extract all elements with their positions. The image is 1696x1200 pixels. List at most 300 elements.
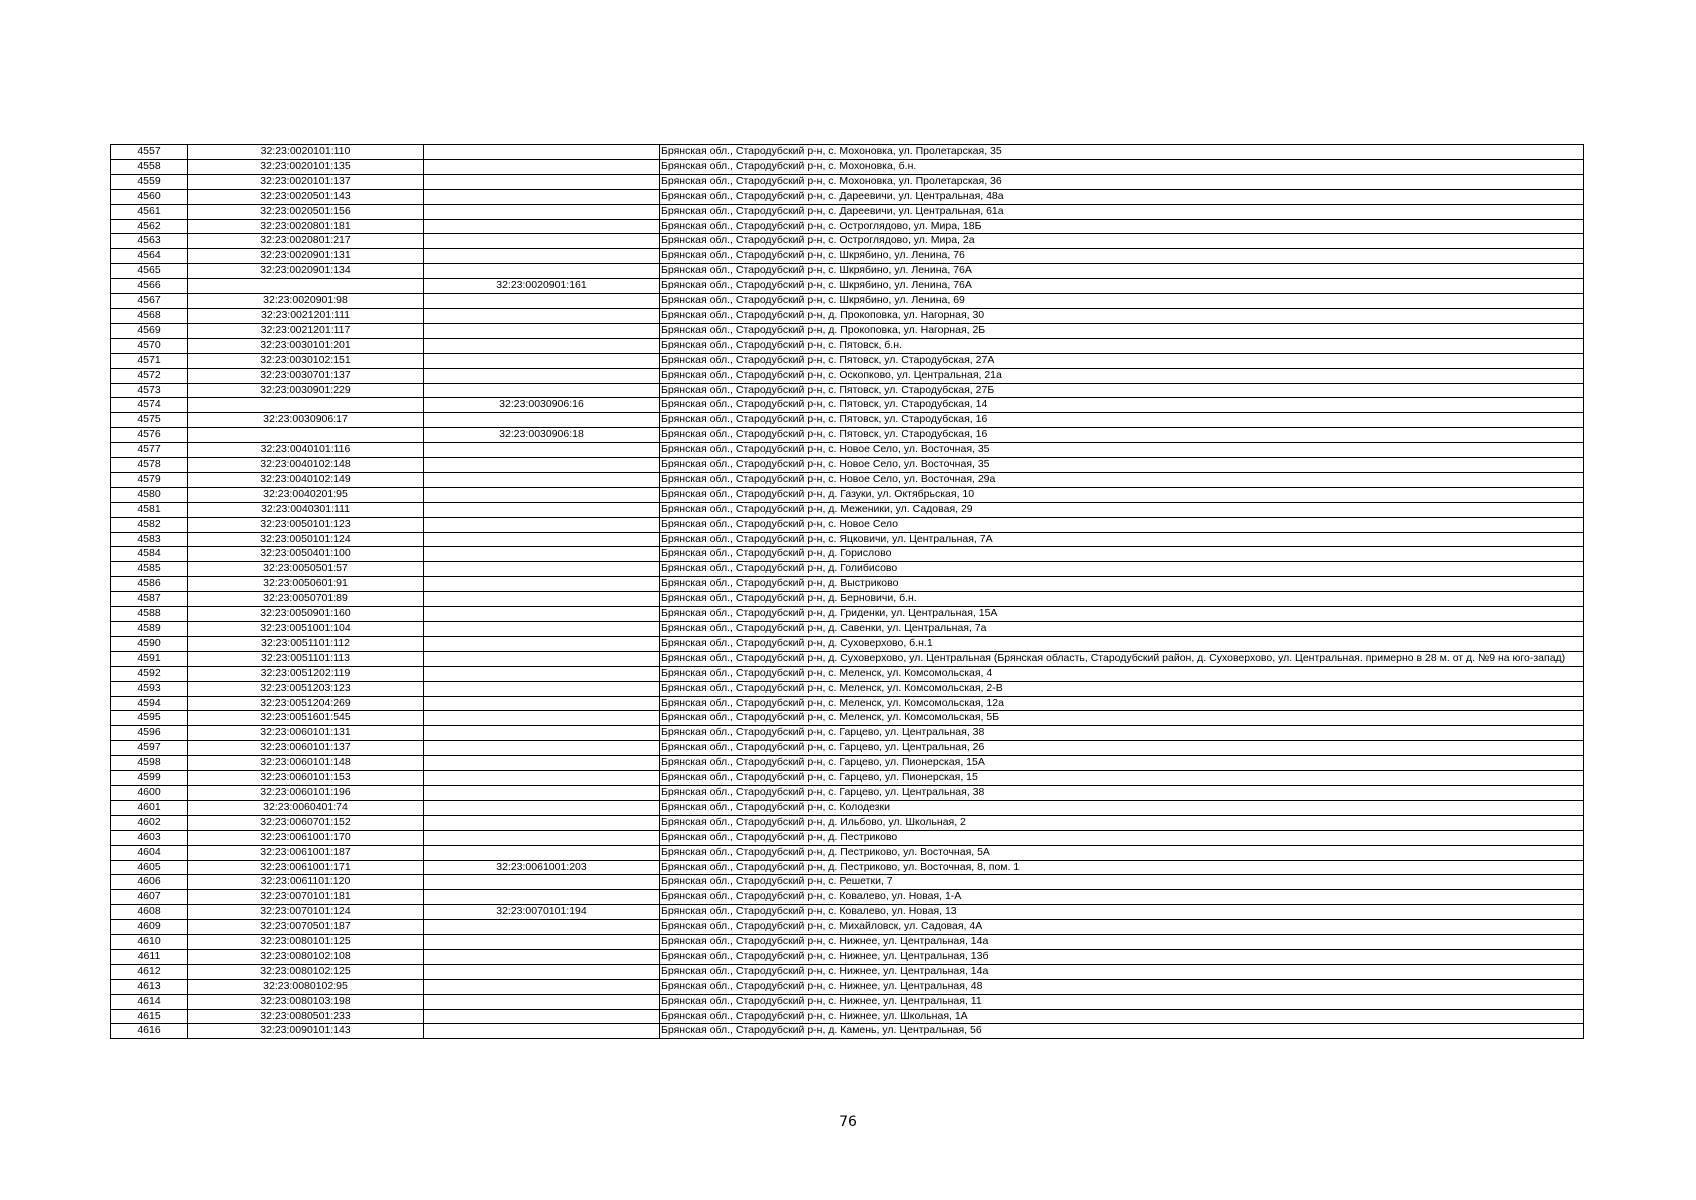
row-number-cell: 4596	[111, 726, 188, 741]
cadastral-number-cell: 32:23:0040102:149	[188, 472, 424, 487]
related-cadastral-number-cell	[424, 964, 660, 979]
related-cadastral-number-cell	[424, 815, 660, 830]
cadastral-number-cell: 32:23:0080103:198	[188, 994, 424, 1009]
cadastral-number-cell: 32:23:0030901:229	[188, 383, 424, 398]
related-cadastral-number-cell	[424, 368, 660, 383]
row-number-cell: 4567	[111, 294, 188, 309]
cadastral-number-cell: 32:23:0051601:545	[188, 711, 424, 726]
related-cadastral-number-cell	[424, 264, 660, 279]
table-row	[111, 875, 1584, 890]
related-cadastral-number-cell	[424, 890, 660, 905]
table-row	[111, 1024, 1584, 1039]
table-row	[111, 502, 1584, 517]
address-cell: Брянская обл., Стародубский р-н, с. Нижнее, ул. Центральная, 13б	[660, 949, 1584, 964]
cadastral-number-cell: 32:23:0020901:131	[188, 249, 424, 264]
table-row	[111, 413, 1584, 428]
related-cadastral-number-cell	[424, 875, 660, 890]
table-row	[111, 308, 1584, 323]
cadastral-number-cell: 32:23:0080101:125	[188, 935, 424, 950]
address-cell: Брянская обл., Стародубский р-н, с. Ковалево, ул. Новая, 1-А	[660, 890, 1584, 905]
cadastral-number-cell: 32:23:0021201:117	[188, 323, 424, 338]
table-row	[111, 219, 1584, 234]
related-cadastral-number-cell	[424, 204, 660, 219]
table-row	[111, 487, 1584, 502]
row-number-cell: 4616	[111, 1024, 188, 1039]
row-number-cell: 4612	[111, 964, 188, 979]
row-number-cell: 4605	[111, 860, 188, 875]
address-cell: Брянская обл., Стародубский р-н, с. Новое Село, ул. Восточная, 29а	[660, 472, 1584, 487]
row-number-cell: 4565	[111, 264, 188, 279]
related-cadastral-number-cell	[424, 622, 660, 637]
cadastral-number-cell: 32:23:0060101:148	[188, 756, 424, 771]
row-number-cell: 4569	[111, 323, 188, 338]
row-number-cell: 4601	[111, 800, 188, 815]
address-cell: Брянская обл., Стародубский р-н, с. Гарцево, ул. Пионерская, 15А	[660, 756, 1584, 771]
address-cell: Брянская обл., Стародубский р-н, д. Газуки, ул. Октябрьская, 10	[660, 487, 1584, 502]
related-cadastral-number-cell	[424, 785, 660, 800]
address-cell: Брянская обл., Стародубский р-н, д. Выстриково	[660, 577, 1584, 592]
related-cadastral-number-cell	[424, 219, 660, 234]
row-number-cell: 4592	[111, 666, 188, 681]
cadastral-number-cell: 32:23:0030701:137	[188, 368, 424, 383]
related-cadastral-number-cell	[424, 159, 660, 174]
table-row	[111, 666, 1584, 681]
cadastral-number-cell: 32:23:0060101:137	[188, 741, 424, 756]
table-row	[111, 860, 1584, 875]
cadastral-number-cell: 32:23:0051202:119	[188, 666, 424, 681]
cadastral-number-cell: 32:23:0020101:135	[188, 159, 424, 174]
address-cell: Брянская обл., Стародубский р-н, с. Нижнее, ул. Центральная, 11	[660, 994, 1584, 1009]
row-number-cell: 4600	[111, 785, 188, 800]
table-row	[111, 771, 1584, 786]
cadastral-number-cell: 32:23:0051001:104	[188, 622, 424, 637]
table-row	[111, 517, 1584, 532]
cadastral-number-cell: 32:23:0030906:17	[188, 413, 424, 428]
related-cadastral-number-cell	[424, 308, 660, 323]
table-row	[111, 174, 1584, 189]
row-number-cell: 4585	[111, 562, 188, 577]
table-row	[111, 279, 1584, 294]
related-cadastral-number-cell	[424, 1009, 660, 1024]
address-cell: Брянская обл., Стародубский р-н, с. Дареевичи, ул. Центральная, 61а	[660, 204, 1584, 219]
row-number-cell: 4611	[111, 949, 188, 964]
cadastral-number-cell: 32:23:0020101:110	[188, 145, 424, 160]
related-cadastral-number-cell	[424, 443, 660, 458]
address-cell: Брянская обл., Стародубский р-н, д. Берновичи, б.н.	[660, 592, 1584, 607]
row-number-cell: 4610	[111, 935, 188, 950]
cadastral-number-cell: 32:23:0020901:134	[188, 264, 424, 279]
related-cadastral-number-cell	[424, 979, 660, 994]
related-cadastral-number-cell	[424, 756, 660, 771]
row-number-cell: 4581	[111, 502, 188, 517]
cadastral-number-cell: 32:23:0051203:123	[188, 681, 424, 696]
table-row	[111, 532, 1584, 547]
row-number-cell: 4606	[111, 875, 188, 890]
related-cadastral-number-cell	[424, 949, 660, 964]
related-cadastral-number-cell	[424, 338, 660, 353]
table-row	[111, 472, 1584, 487]
address-cell: Брянская обл., Стародубский р-н, с. Решетки, 7	[660, 875, 1584, 890]
related-cadastral-number-cell	[424, 517, 660, 532]
page-number: 76	[839, 1114, 857, 1130]
address-cell: Брянская обл., Стародубский р-н, с. Пятовск, б.н.	[660, 338, 1584, 353]
related-cadastral-number-cell	[424, 294, 660, 309]
address-cell: Брянская обл., Стародубский р-н, с. Новое Село	[660, 517, 1584, 532]
related-cadastral-number-cell	[424, 323, 660, 338]
cadastral-number-cell: 32:23:0060401:74	[188, 800, 424, 815]
address-cell: Брянская обл., Стародубский р-н, с. Дареевичи, ул. Центральная, 48а	[660, 189, 1584, 204]
address-cell: Брянская обл., Стародубский р-н, д. Гриденки, ул. Центральная, 15А	[660, 607, 1584, 622]
row-number-cell: 4590	[111, 636, 188, 651]
cadastral-number-cell: 32:23:0051101:112	[188, 636, 424, 651]
row-number-cell: 4595	[111, 711, 188, 726]
cadastral-number-cell: 32:23:0061001:171	[188, 860, 424, 875]
address-cell: Брянская обл., Стародубский р-н, с. Гарцево, ул. Центральная, 38	[660, 785, 1584, 800]
cadastral-number-cell: 32:23:0051101:113	[188, 651, 424, 666]
table-row	[111, 592, 1584, 607]
related-cadastral-number-cell	[424, 249, 660, 264]
row-number-cell: 4570	[111, 338, 188, 353]
address-cell: Брянская обл., Стародубский р-н, д. Суховерхово, ул. Центральная (Брянская область, Стародубский район, д. Суховерхово, ул. Центральная. примерно в 28 м. от д. №9 на юго-запад)	[660, 651, 1584, 666]
cadastral-number-cell: 32:23:0020501:156	[188, 204, 424, 219]
row-number-cell: 4589	[111, 622, 188, 637]
related-cadastral-number-cell	[424, 830, 660, 845]
related-cadastral-number-cell	[424, 502, 660, 517]
row-number-cell: 4582	[111, 517, 188, 532]
related-cadastral-number-cell: 32:23:0070101:194	[424, 905, 660, 920]
table-row	[111, 622, 1584, 637]
row-number-cell: 4608	[111, 905, 188, 920]
address-cell: Брянская обл., Стародубский р-н, д. Пестриково	[660, 830, 1584, 845]
address-cell: Брянская обл., Стародубский р-н, с. Нижнее, ул. Центральная, 48	[660, 979, 1584, 994]
row-number-cell: 4579	[111, 472, 188, 487]
address-cell: Брянская обл., Стародубский р-н, с. Меленск, ул. Комсомольская, 2-В	[660, 681, 1584, 696]
address-cell: Брянская обл., Стародубский р-н, с. Ковалево, ул. Новая, 13	[660, 905, 1584, 920]
table-row	[111, 562, 1584, 577]
cadastral-number-cell: 32:23:0060701:152	[188, 815, 424, 830]
related-cadastral-number-cell: 32:23:0020901:161	[424, 279, 660, 294]
address-cell: Брянская обл., Стародубский р-н, д. Ильбово, ул. Школьная, 2	[660, 815, 1584, 830]
cadastral-number-cell: 32:23:0020801:181	[188, 219, 424, 234]
row-number-cell: 4560	[111, 189, 188, 204]
related-cadastral-number-cell	[424, 577, 660, 592]
cadastral-number-cell: 32:23:0061001:187	[188, 845, 424, 860]
row-number-cell: 4578	[111, 458, 188, 473]
table-row	[111, 189, 1584, 204]
address-cell: Брянская обл., Стародубский р-н, с. Гарцево, ул. Центральная, 26	[660, 741, 1584, 756]
row-number-cell: 4574	[111, 398, 188, 413]
table-row	[111, 264, 1584, 279]
table-row	[111, 398, 1584, 413]
related-cadastral-number-cell	[424, 920, 660, 935]
row-number-cell: 4598	[111, 756, 188, 771]
row-number-cell: 4586	[111, 577, 188, 592]
row-number-cell: 4609	[111, 920, 188, 935]
cadastral-number-cell: 32:23:0020901:98	[188, 294, 424, 309]
address-cell: Брянская обл., Стародубский р-н, с. Остроглядово, ул. Мира, 18Б	[660, 219, 1584, 234]
address-cell: Брянская обл., Стародубский р-н, с. Пятовск, ул. Стародубская, 16	[660, 428, 1584, 443]
cadastral-number-cell: 32:23:0020501:143	[188, 189, 424, 204]
table-row	[111, 428, 1584, 443]
row-number-cell: 4558	[111, 159, 188, 174]
table-row	[111, 845, 1584, 860]
table-row	[111, 949, 1584, 964]
address-cell: Брянская обл., Стародубский р-н, д. Савенки, ул. Центральная, 7а	[660, 622, 1584, 637]
address-cell: Брянская обл., Стародубский р-н, с. Шкрябино, ул. Ленина, 69	[660, 294, 1584, 309]
cadastral-number-cell: 32:23:0080102:95	[188, 979, 424, 994]
row-number-cell: 4594	[111, 696, 188, 711]
address-cell: Брянская обл., Стародубский р-н, д. Прокоповка, ул. Нагорная, 30	[660, 308, 1584, 323]
row-number-cell: 4602	[111, 815, 188, 830]
related-cadastral-number-cell	[424, 607, 660, 622]
table-row	[111, 204, 1584, 219]
row-number-cell: 4591	[111, 651, 188, 666]
cadastral-number-cell: 32:23:0050501:57	[188, 562, 424, 577]
cadastral-number-cell: 32:23:0080501:233	[188, 1009, 424, 1024]
related-cadastral-number-cell	[424, 771, 660, 786]
table-row	[111, 145, 1584, 160]
related-cadastral-number-cell	[424, 651, 660, 666]
related-cadastral-number-cell	[424, 696, 660, 711]
row-number-cell: 4564	[111, 249, 188, 264]
registry-table-body	[111, 145, 1584, 1039]
cadastral-number-cell: 32:23:0061101:120	[188, 875, 424, 890]
address-cell: Брянская обл., Стародубский р-н, с. Нижнее, ул. Школьная, 1А	[660, 1009, 1584, 1024]
cadastral-number-cell: 32:23:0050701:89	[188, 592, 424, 607]
related-cadastral-number-cell	[424, 547, 660, 562]
cadastral-number-cell: 32:23:0070101:181	[188, 890, 424, 905]
cadastral-number-cell: 32:23:0040301:111	[188, 502, 424, 517]
table-row	[111, 368, 1584, 383]
table-row	[111, 458, 1584, 473]
address-cell: Брянская обл., Стародубский р-н, с. Яцковичи, ул. Центральная, 7А	[660, 532, 1584, 547]
table-row	[111, 636, 1584, 651]
related-cadastral-number-cell	[424, 145, 660, 160]
table-row	[111, 338, 1584, 353]
table-row	[111, 323, 1584, 338]
address-cell: Брянская обл., Стародубский р-н, с. Колодезки	[660, 800, 1584, 815]
row-number-cell: 4580	[111, 487, 188, 502]
address-cell: Брянская обл., Стародубский р-н, с. Шкрябино, ул. Ленина, 76	[660, 249, 1584, 264]
related-cadastral-number-cell	[424, 636, 660, 651]
row-number-cell: 4615	[111, 1009, 188, 1024]
cadastral-number-cell: 32:23:0020101:137	[188, 174, 424, 189]
address-cell: Брянская обл., Стародубский р-н, с. Меленск, ул. Комсомольская, 12а	[660, 696, 1584, 711]
row-number-cell: 4576	[111, 428, 188, 443]
related-cadastral-number-cell	[424, 458, 660, 473]
table-row	[111, 681, 1584, 696]
address-cell: Брянская обл., Стародубский р-н, с. Мохоновка, ул. Пролетарская, 35	[660, 145, 1584, 160]
cadastral-number-cell	[188, 428, 424, 443]
row-number-cell: 4584	[111, 547, 188, 562]
table-row	[111, 741, 1584, 756]
row-number-cell: 4577	[111, 443, 188, 458]
table-row	[111, 830, 1584, 845]
row-number-cell: 4559	[111, 174, 188, 189]
cadastral-number-cell: 32:23:0030102:151	[188, 353, 424, 368]
row-number-cell: 4593	[111, 681, 188, 696]
table-row	[111, 383, 1584, 398]
related-cadastral-number-cell	[424, 383, 660, 398]
related-cadastral-number-cell	[424, 532, 660, 547]
row-number-cell: 4566	[111, 279, 188, 294]
cadastral-number-cell: 32:23:0021201:111	[188, 308, 424, 323]
table-row	[111, 443, 1584, 458]
row-number-cell: 4587	[111, 592, 188, 607]
table-row	[111, 577, 1584, 592]
row-number-cell: 4563	[111, 234, 188, 249]
cadastral-number-cell: 32:23:0050101:123	[188, 517, 424, 532]
address-cell: Брянская обл., Стародубский р-н, с. Нижнее, ул. Центральная, 14а	[660, 964, 1584, 979]
address-cell: Брянская обл., Стародубский р-н, с. Пятовск, ул. Стародубская, 14	[660, 398, 1584, 413]
table-row	[111, 607, 1584, 622]
cadastral-number-cell: 32:23:0060101:153	[188, 771, 424, 786]
table-row	[111, 935, 1584, 950]
related-cadastral-number-cell	[424, 1024, 660, 1039]
address-cell: Брянская обл., Стародубский р-н, с. Гарцево, ул. Центральная, 38	[660, 726, 1584, 741]
address-cell: Брянская обл., Стародубский р-н, д. Пестриково, ул. Восточная, 5А	[660, 845, 1584, 860]
table-row	[111, 994, 1584, 1009]
related-cadastral-number-cell	[424, 845, 660, 860]
cadastral-number-cell: 32:23:0050401:100	[188, 547, 424, 562]
table-row	[111, 1009, 1584, 1024]
cadastral-number-cell: 32:23:0040201:95	[188, 487, 424, 502]
row-number-cell: 4561	[111, 204, 188, 219]
row-number-cell: 4614	[111, 994, 188, 1009]
address-cell: Брянская обл., Стародубский р-н, с. Нижнее, ул. Центральная, 14а	[660, 935, 1584, 950]
related-cadastral-number-cell	[424, 800, 660, 815]
cadastral-number-cell: 32:23:0030101:201	[188, 338, 424, 353]
row-number-cell: 4583	[111, 532, 188, 547]
row-number-cell: 4607	[111, 890, 188, 905]
related-cadastral-number-cell	[424, 711, 660, 726]
cadastral-number-cell: 32:23:0040101:116	[188, 443, 424, 458]
table-row	[111, 651, 1584, 666]
table-row	[111, 696, 1584, 711]
related-cadastral-number-cell	[424, 562, 660, 577]
related-cadastral-number-cell	[424, 472, 660, 487]
address-cell: Брянская обл., Стародубский р-н, д. Суховерхово, б.н.1	[660, 636, 1584, 651]
row-number-cell: 4613	[111, 979, 188, 994]
address-cell: Брянская обл., Стародубский р-н, с. Меленск, ул. Комсомольская, 5Б	[660, 711, 1584, 726]
address-cell: Брянская обл., Стародубский р-н, с. Гарцево, ул. Пионерская, 15	[660, 771, 1584, 786]
related-cadastral-number-cell	[424, 726, 660, 741]
table-row	[111, 711, 1584, 726]
cadastral-number-cell: 32:23:0020801:217	[188, 234, 424, 249]
related-cadastral-number-cell: 32:23:0061001:203	[424, 860, 660, 875]
cadastral-number-cell: 32:23:0070101:124	[188, 905, 424, 920]
related-cadastral-number-cell	[424, 592, 660, 607]
table-row	[111, 964, 1584, 979]
row-number-cell: 4568	[111, 308, 188, 323]
row-number-cell: 4575	[111, 413, 188, 428]
address-cell: Брянская обл., Стародубский р-н, с. Остроглядово, ул. Мира, 2а	[660, 234, 1584, 249]
address-cell: Брянская обл., Стародубский р-н, с. Мохоновка, ул. Пролетарская, 36	[660, 174, 1584, 189]
address-cell: Брянская обл., Стародубский р-н, д. Прокоповка, ул. Нагорная, 2Б	[660, 323, 1584, 338]
table-row	[111, 800, 1584, 815]
related-cadastral-number-cell	[424, 174, 660, 189]
address-cell: Брянская обл., Стародубский р-н, с. Шкрябино, ул. Ленина, 76А	[660, 279, 1584, 294]
address-cell: Брянская обл., Стародубский р-н, с. Меленск, ул. Комсомольская, 4	[660, 666, 1584, 681]
table-row	[111, 920, 1584, 935]
related-cadastral-number-cell	[424, 681, 660, 696]
row-number-cell: 4588	[111, 607, 188, 622]
cadastral-number-cell: 32:23:0060101:131	[188, 726, 424, 741]
cadastral-number-cell: 32:23:0080102:108	[188, 949, 424, 964]
table-row	[111, 234, 1584, 249]
table-row	[111, 159, 1584, 174]
address-cell: Брянская обл., Стародубский р-н, д. Камень, ул. Центральная, 56	[660, 1024, 1584, 1039]
cadastral-number-cell: 32:23:0060101:196	[188, 785, 424, 800]
table-row	[111, 785, 1584, 800]
cadastral-number-cell: 32:23:0051204:269	[188, 696, 424, 711]
related-cadastral-number-cell	[424, 234, 660, 249]
table-row	[111, 815, 1584, 830]
cadastral-number-cell: 32:23:0050601:91	[188, 577, 424, 592]
cadastral-number-cell: 32:23:0050901:160	[188, 607, 424, 622]
related-cadastral-number-cell	[424, 994, 660, 1009]
cadastral-number-cell: 32:23:0040102:148	[188, 458, 424, 473]
table-row	[111, 353, 1584, 368]
row-number-cell: 4557	[111, 145, 188, 160]
row-number-cell: 4603	[111, 830, 188, 845]
cadastral-number-cell: 32:23:0050101:124	[188, 532, 424, 547]
related-cadastral-number-cell	[424, 935, 660, 950]
row-number-cell: 4572	[111, 368, 188, 383]
address-cell: Брянская обл., Стародубский р-н, д. Меженики, ул. Садовая, 29	[660, 502, 1584, 517]
cadastral-number-cell: 32:23:0090101:143	[188, 1024, 424, 1039]
related-cadastral-number-cell	[424, 413, 660, 428]
related-cadastral-number-cell: 32:23:0030906:16	[424, 398, 660, 413]
table-row	[111, 249, 1584, 264]
address-cell: Брянская обл., Стародубский р-н, с. Пятовск, ул. Стародубская, 27Б	[660, 383, 1584, 398]
address-cell: Брянская обл., Стародубский р-н, с. Новое Село, ул. Восточная, 35	[660, 443, 1584, 458]
row-number-cell: 4571	[111, 353, 188, 368]
row-number-cell: 4562	[111, 219, 188, 234]
address-cell: Брянская обл., Стародубский р-н, с. Михайловск, ул. Садовая, 4А	[660, 920, 1584, 935]
table-row	[111, 756, 1584, 771]
table-row	[111, 547, 1584, 562]
address-cell: Брянская обл., Стародубский р-н, д. Горислово	[660, 547, 1584, 562]
address-cell: Брянская обл., Стародубский р-н, с. Мохоновка, б.н.	[660, 159, 1584, 174]
cadastral-number-cell: 32:23:0080102:125	[188, 964, 424, 979]
cadastral-number-cell: 32:23:0070501:187	[188, 920, 424, 935]
related-cadastral-number-cell	[424, 353, 660, 368]
table-row	[111, 294, 1584, 309]
address-cell: Брянская обл., Стародубский р-н, с. Пятовск, ул. Стародубская, 27А	[660, 353, 1584, 368]
cadastral-number-cell	[188, 279, 424, 294]
address-cell: Брянская обл., Стародубский р-н, с. Оскопково, ул. Центральная, 21а	[660, 368, 1584, 383]
related-cadastral-number-cell: 32:23:0030906:18	[424, 428, 660, 443]
row-number-cell: 4604	[111, 845, 188, 860]
table-row	[111, 890, 1584, 905]
related-cadastral-number-cell	[424, 666, 660, 681]
table-row	[111, 726, 1584, 741]
table-row	[111, 979, 1584, 994]
related-cadastral-number-cell	[424, 741, 660, 756]
address-cell: Брянская обл., Стародубский р-н, д. Пестриково, ул. Восточная, 8, пом. 1	[660, 860, 1584, 875]
row-number-cell: 4597	[111, 741, 188, 756]
registry-table	[110, 144, 1584, 1039]
cadastral-number-cell	[188, 398, 424, 413]
related-cadastral-number-cell	[424, 189, 660, 204]
address-cell: Брянская обл., Стародубский р-н, с. Пятовск, ул. Стародубская, 16	[660, 413, 1584, 428]
row-number-cell: 4599	[111, 771, 188, 786]
address-cell: Брянская обл., Стародубский р-н, д. Голибисово	[660, 562, 1584, 577]
table-row	[111, 905, 1584, 920]
row-number-cell: 4573	[111, 383, 188, 398]
cadastral-number-cell: 32:23:0061001:170	[188, 830, 424, 845]
